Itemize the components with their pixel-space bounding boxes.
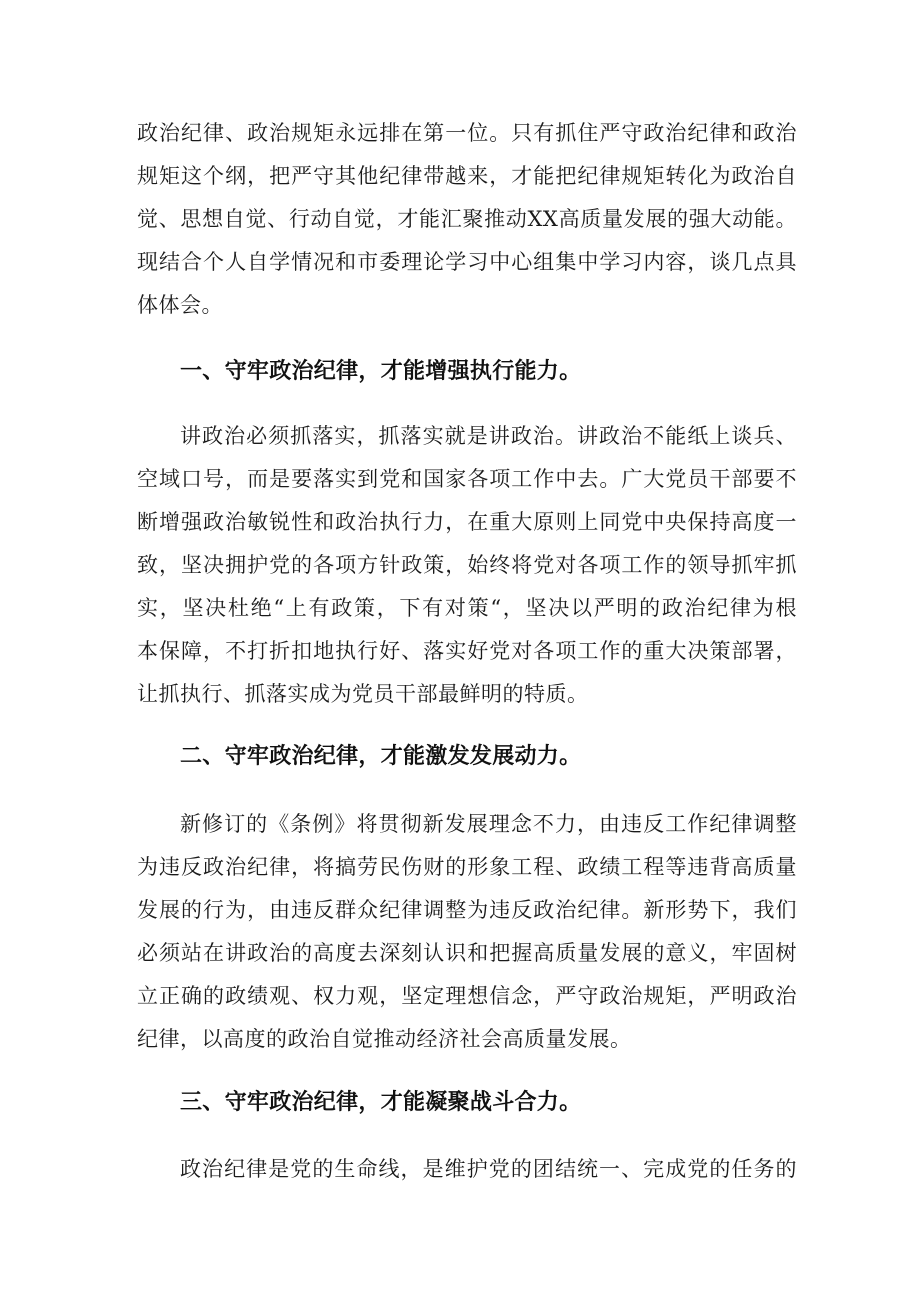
section-3-heading: 三、守牢政治纪律，才能凝聚战斗合力。 bbox=[180, 1090, 582, 1115]
intro-line-1: 政治纪律、政治规矩永远排在第一位。只有抓住严守政治纪律和政治 bbox=[137, 121, 797, 145]
intro-line-3: 觉、思想自觉、行动自觉，才能汇聚推动XX高质量发展的强大动能。 bbox=[137, 207, 797, 231]
section-1-line-3: 断增强政治敏锐性和政治执行力，在重大原则上同党中央保持高度一 bbox=[137, 510, 797, 534]
section-3-line-1: 政治纪律是党的生命线，是维护党的团结统一、完成党的任务的 bbox=[180, 1157, 797, 1181]
section-1-line-6: 本保障，不打折扣地执行好、落实好党对各项工作的重大决策部署， bbox=[137, 639, 797, 663]
section-2-line-5: 立正确的政绩观、权力观，坚定理想信念，严守政治规矩，严明政治 bbox=[137, 984, 797, 1008]
section-2-line-1: 新修订的《条例》将贯彻新发展理念不力，由违反工作纪律调整 bbox=[180, 812, 797, 836]
section-2-line-6: 纪律，以高度的政治自觉推动经济社会高质量发展。 bbox=[137, 1027, 632, 1051]
section-2-line-4: 必须站在讲政治的高度去深刻认识和把握高质量发展的意义，牢固树 bbox=[137, 941, 797, 965]
section-1-line-1: 讲政治必须抓落实，抓落实就是讲政治。讲政治不能纸上谈兵、 bbox=[180, 424, 797, 448]
section-2-line-2: 为违反政治纪律，将搞劳民伤财的形象工程、政绩工程等违背高质量 bbox=[137, 855, 797, 879]
intro-line-4: 现结合个人自学情况和市委理论学习中心组集中学习内容，谈几点具 bbox=[137, 250, 797, 274]
section-1-heading: 一、守牢政治纪律，才能增强执行能力。 bbox=[180, 359, 582, 384]
section-1-line-4: 致，坚决拥护党的各项方针政策，始终将党对各项工作的领导抓牢抓 bbox=[137, 553, 797, 577]
section-1-line-7: 让抓执行、抓落实成为党员干部最鲜明的特质。 bbox=[137, 682, 589, 706]
section-1-line-5: 实，坚决杜绝“上有政策，下有对策“，坚决以严明的政治纪律为根 bbox=[137, 596, 797, 620]
intro-line-2: 规矩这个纲，把严守其他纪律带越来，才能把纪律规矩转化为政治自 bbox=[137, 164, 797, 188]
section-2-line-3: 发展的行为，由违反群众纪律调整为违反政治纪律。新形势下，我们 bbox=[137, 898, 797, 922]
intro-line-5: 体体会。 bbox=[137, 293, 223, 317]
section-1-line-2: 空域口号，而是要落实到党和国家各项工作中去。广大党员干部要不 bbox=[137, 467, 797, 491]
section-2-heading: 二、守牢政治纪律，才能激发发展动力。 bbox=[180, 744, 582, 769]
